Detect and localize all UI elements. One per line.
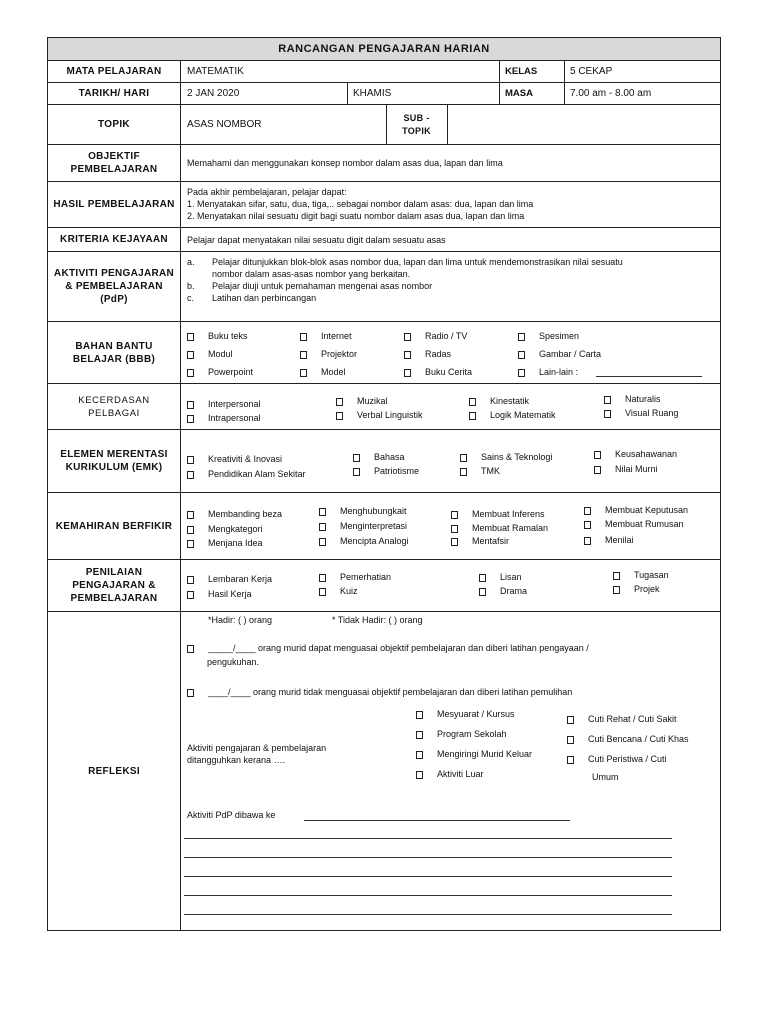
outcome-item-1: 1. Menyatakan sifar, satu, dua, tiga,.. sebagai nombor dalam asas: dua, lapan dan lima (187, 199, 534, 209)
assessment-checkbox[interactable]: Drama (479, 585, 527, 597)
bbb-checkbox[interactable]: Radio / TV (404, 330, 467, 342)
activity-item-a-cont: nombor dalam asas-asas nombor yang berkaitan. (212, 269, 411, 279)
mastery-checkbox[interactable]: _____/____ orang murid dapat menguasai objektif pembelajaran dan diberi latihan pengayaan / (187, 642, 589, 654)
emk-checkbox[interactable]: Pendidikan Alam Sekitar (187, 468, 306, 480)
emk-checkbox[interactable]: Bahasa (353, 451, 405, 463)
thinking-checkbox[interactable]: Membuat Keputusan (584, 504, 688, 516)
emk-checkbox[interactable]: Nilai Murni (594, 463, 658, 475)
lesson-plan-form (47, 37, 721, 931)
mastery-line-2: pengukuhan. (207, 657, 260, 667)
bbb-checkbox[interactable]: Spesimen (518, 330, 579, 342)
label-reflection: REFLEKSI (48, 612, 181, 930)
intelligence-checkbox[interactable]: Intrapersonal (187, 412, 261, 424)
thinking-checkbox[interactable]: Mencipta Analogi (319, 535, 409, 547)
attendance-absent[interactable]: * Tidak Hadir: ( ) orang (332, 615, 423, 625)
label-time: MASA (505, 88, 533, 99)
class-value[interactable]: 5 CEKAP (570, 66, 613, 77)
assessment-checkbox[interactable]: Kuiz (319, 585, 358, 597)
bbb-checkbox[interactable]: Modul (187, 348, 233, 360)
row-objective (48, 145, 720, 182)
assessment-checkbox[interactable]: Hasil Kerja (187, 588, 252, 600)
label-date: TARIKH/ HARI (48, 83, 181, 104)
activity-item-c: Latihan dan perbincangan (212, 293, 317, 303)
label-assessment: PENILAIAN PENGAJARAN & PEMBELAJARAN (48, 560, 181, 611)
criteria-text[interactable]: Pelajar dapat menyatakan nilai sesuatu digit dalam sesuatu asas (187, 234, 446, 245)
bbb-checkbox[interactable]: Radas (404, 348, 451, 360)
bbb-checkbox[interactable]: Powerpoint (187, 366, 253, 378)
emk-checkbox[interactable]: TMK (460, 465, 500, 477)
label-intelligences: KECERDASAN PELBAGAI (48, 384, 181, 429)
row-teaching-aids (48, 322, 720, 384)
attendance-present[interactable]: *Hadir: ( ) orang (208, 615, 273, 625)
label-topic: TOPIK (48, 105, 181, 144)
activity-item-a: Pelajar ditunjukkan blok-blok asas nombor dua, lapan dan lima untuk mendemonstrasikan nilai sesuatu (212, 257, 623, 267)
label-criteria: KRITERIA KEJAYAAN (48, 228, 181, 251)
label-objective: OBJEKTIF PEMBELAJARAN (48, 145, 181, 181)
outcome-item-2: 2. Menyatakan nilai sesuatu digit bagi suatu nombor dalam asas dua, lapan dan lima (187, 211, 525, 221)
no-mastery-checkbox[interactable]: ____/____ orang murid tidak menguasai objektif pembelajaran dan diberi latihan pemulihan (187, 686, 572, 698)
carried-over-label: Aktiviti PdP dibawa ke (187, 810, 276, 820)
bbb-checkbox[interactable]: Projektor (300, 348, 357, 360)
time-value[interactable]: 7.00 am - 8.00 am (570, 88, 652, 99)
postponed-line-2: ditangguhkan kerana …. (187, 755, 286, 765)
reason-checkbox[interactable]: Cuti Peristiwa / Cuti (567, 753, 667, 765)
objective-text[interactable]: Memahami dan menggunakan konsep nombor dalam asas dua, lapan dan lima (187, 158, 503, 168)
row-date (48, 83, 720, 105)
assessment-checkbox[interactable]: Lembaran Kerja (187, 573, 272, 585)
thinking-checkbox[interactable]: Menginterpretasi (319, 520, 407, 532)
thinking-checkbox[interactable]: Mengkategori (187, 523, 263, 535)
reason-cont: Umum (592, 772, 619, 782)
thinking-checkbox[interactable]: Menjana Idea (187, 537, 263, 549)
label-class: KELAS (505, 66, 538, 77)
thinking-checkbox[interactable]: Menghubungkait (319, 505, 407, 517)
intelligence-checkbox[interactable]: Muzikal (336, 395, 388, 407)
activity-marker-b: b. (187, 281, 195, 291)
row-cross-curriculum (48, 430, 720, 493)
date-value[interactable]: 2 JAN 2020 (187, 88, 240, 99)
bbb-checkbox[interactable]: Buku Cerita (404, 366, 472, 378)
bbb-checkbox[interactable]: Internet (300, 330, 352, 342)
intelligence-checkbox[interactable]: Visual Ruang (604, 407, 678, 419)
row-outcome (48, 182, 720, 228)
thinking-checkbox[interactable]: Membuat Ramalan (451, 522, 548, 534)
reason-checkbox[interactable]: Cuti Rehat / Cuti Sakit (567, 713, 677, 725)
label-thinking-skills: KEMAHIRAN BERFIKIR (48, 493, 181, 559)
thinking-checkbox[interactable]: Mentafsir (451, 535, 509, 547)
assessment-checkbox[interactable]: Tugasan (613, 569, 669, 581)
day-value[interactable]: KHAMIS (353, 88, 392, 99)
carried-over-line[interactable] (304, 820, 570, 821)
form-title: RANCANGAN PENGAJARAN HARIAN (48, 38, 720, 61)
notes-line[interactable] (184, 876, 672, 877)
notes-line[interactable] (184, 895, 672, 896)
row-assessment (48, 560, 720, 612)
thinking-checkbox[interactable]: Membanding beza (187, 508, 282, 520)
row-activity (48, 252, 720, 322)
subject-value[interactable]: MATEMATIK (187, 66, 244, 77)
topic-value[interactable]: ASAS NOMBOR (187, 119, 262, 130)
bbb-checkbox[interactable]: Model (300, 366, 346, 378)
reason-checkbox[interactable]: Aktiviti Luar (416, 768, 484, 780)
subtopic-value[interactable] (448, 105, 720, 144)
row-reflection (48, 612, 720, 930)
label-outcome: HASIL PEMBELAJARAN (48, 182, 181, 227)
assessment-checkbox[interactable]: Projek (613, 583, 660, 595)
intelligence-checkbox[interactable]: Naturalis (604, 393, 661, 405)
bbb-checkbox[interactable]: Buku teks (187, 330, 248, 342)
emk-checkbox[interactable]: Sains & Teknologi (460, 451, 552, 463)
bbb-checkbox[interactable]: Gambar / Carta (518, 348, 601, 360)
reason-checkbox[interactable]: Mengiringi Murid Keluar (416, 748, 532, 760)
label-subject: MATA PELAJARAN (48, 61, 181, 82)
bbb-checkbox[interactable]: Lain-lain : (518, 366, 578, 378)
row-topic (48, 105, 720, 145)
intelligence-checkbox[interactable]: Verbal Linguistik (336, 409, 423, 421)
intelligence-checkbox[interactable]: Logik Matematik (469, 409, 556, 421)
label-activity: AKTIVITI PENGAJARAN & PEMBELAJARAN (PdP) (48, 252, 181, 321)
postponed-line-1: Aktiviti pengajaran & pembelajaran (187, 743, 327, 753)
emk-checkbox[interactable]: Patriotisme (353, 465, 419, 477)
emk-checkbox[interactable]: Kreativiti & Inovasi (187, 453, 282, 465)
intelligence-checkbox[interactable]: Kinestatik (469, 395, 529, 407)
activity-marker-a: a. (187, 257, 195, 267)
notes-line[interactable] (184, 838, 672, 839)
activity-marker-c: c. (187, 293, 195, 303)
emk-checkbox[interactable]: Keusahawanan (594, 448, 677, 460)
intelligence-checkbox[interactable]: Interpersonal (187, 398, 261, 410)
assessment-checkbox[interactable]: Lisan (479, 571, 522, 583)
reason-checkbox[interactable]: Mesyuarat / Kursus (416, 708, 515, 720)
reason-checkbox[interactable]: Program Sekolah (416, 728, 507, 740)
thinking-checkbox[interactable]: Membuat Rumusan (584, 518, 684, 530)
row-subject (48, 61, 720, 83)
activity-item-b: Pelajar diuji untuk pemahaman mengenai asas nombor (212, 281, 433, 291)
thinking-checkbox[interactable]: Membuat Inferens (451, 508, 545, 520)
other-aids-line[interactable] (596, 376, 702, 377)
row-thinking-skills (48, 493, 720, 560)
row-criteria (48, 228, 720, 252)
reason-checkbox[interactable]: Cuti Bencana / Cuti Khas (567, 733, 689, 745)
label-teaching-aids: BAHAN BANTU BELAJAR (BBB) (48, 322, 181, 383)
notes-line[interactable] (184, 857, 672, 858)
thinking-checkbox[interactable]: Menilai (584, 534, 634, 546)
outcome-intro: Pada akhir pembelajaran, pelajar dapat: (187, 187, 347, 197)
assessment-checkbox[interactable]: Pemerhatian (319, 571, 391, 583)
label-subtopic: SUB - TOPIK (386, 105, 448, 144)
row-intelligences (48, 384, 720, 430)
notes-line[interactable] (184, 914, 672, 915)
label-cross-curriculum: ELEMEN MERENTASI KURIKULUM (EMK) (48, 430, 181, 492)
